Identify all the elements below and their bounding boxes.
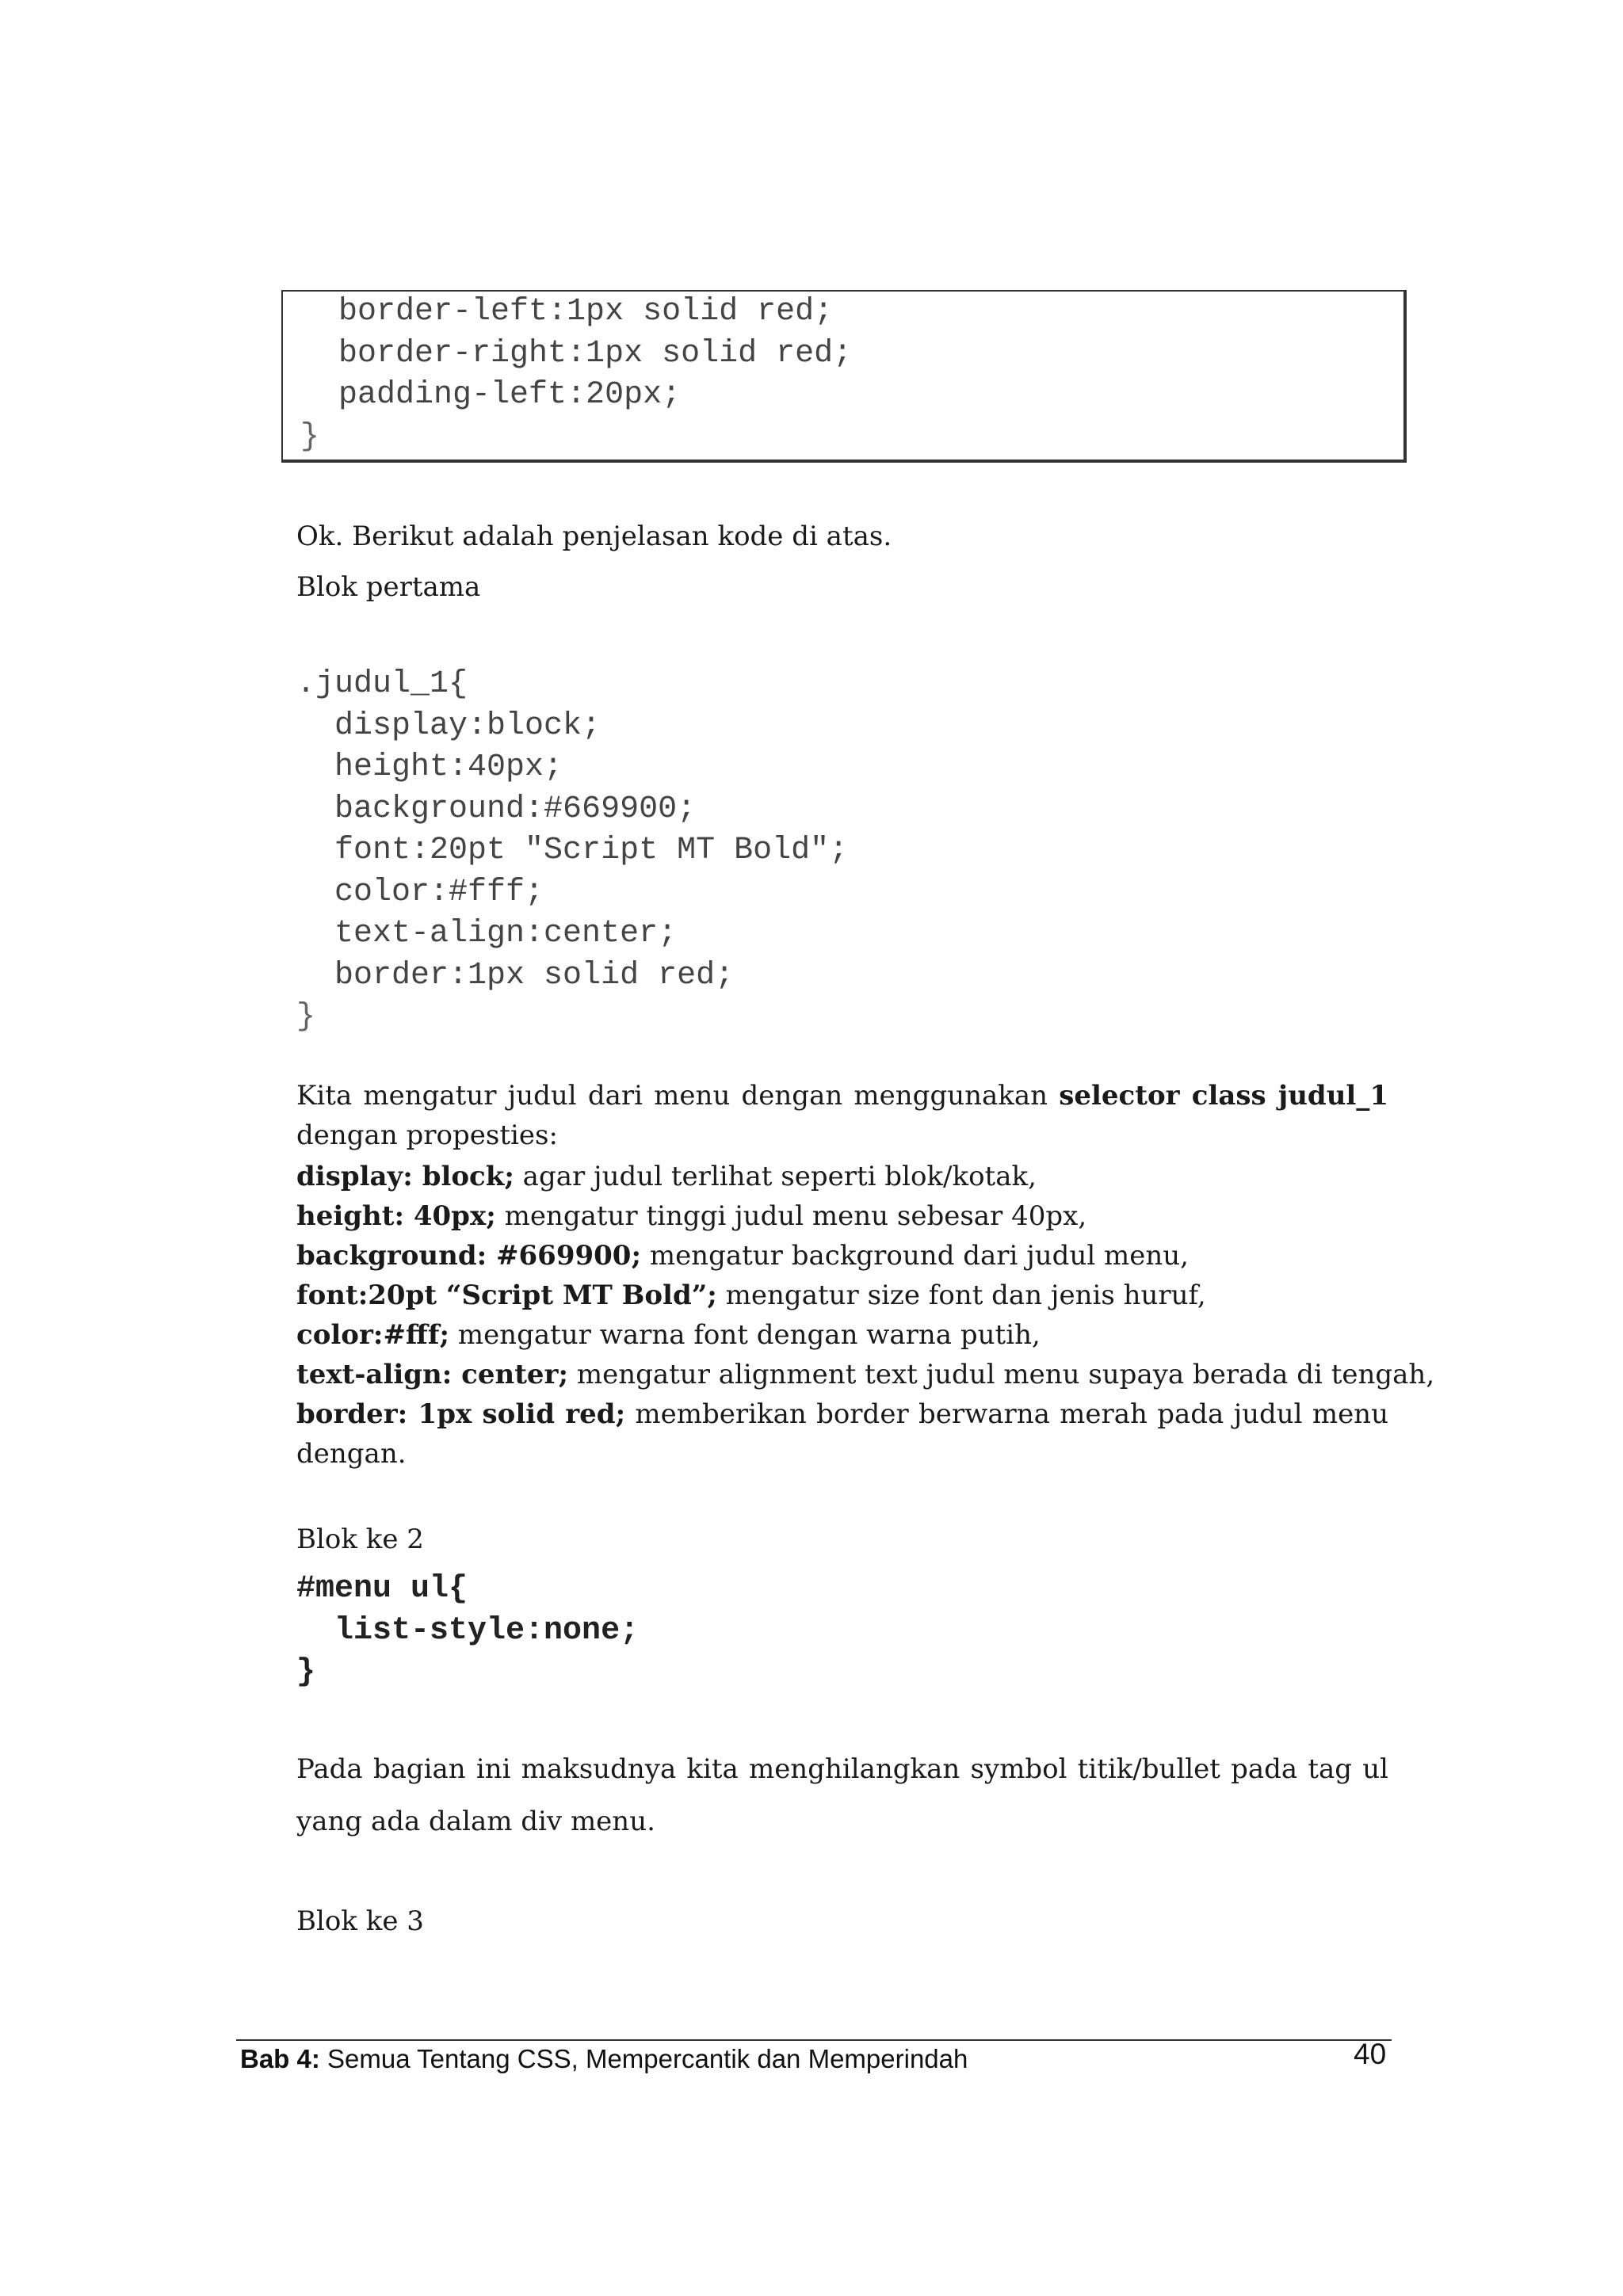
block1-description bbox=[296, 1076, 1388, 1155]
code-line: height:40px; bbox=[296, 749, 563, 785]
intro-text: Ok. Berikut adalah penjelasan kode di atas. bbox=[296, 521, 892, 552]
property-key: border: 1px solid red; bbox=[296, 1398, 626, 1430]
property-text: mengatur alignment text judul menu supaya berada di tengah, bbox=[568, 1359, 1435, 1390]
property-list bbox=[296, 1157, 1435, 1474]
block2-code bbox=[296, 1569, 639, 1694]
block3-heading: Blok ke 3 bbox=[296, 1905, 424, 1937]
property-key: text-align: center; bbox=[296, 1359, 569, 1390]
desc-text: dengan propesties: bbox=[296, 1119, 558, 1151]
block1-code bbox=[296, 664, 848, 1039]
code-line: display:block; bbox=[296, 707, 601, 744]
property-item-continuation: dengan. bbox=[296, 1438, 407, 1470]
property-text: agar judul terlihat seperti blok/kotak, bbox=[514, 1161, 1037, 1192]
footer-chapter-label: Bab 4: bbox=[240, 2044, 320, 2073]
code-line: list-style:none; bbox=[296, 1612, 640, 1649]
desc-text: Kita mengatur judul dari menu dengan menggunakan bbox=[296, 1080, 1060, 1112]
code-line: .judul_1{ bbox=[296, 666, 468, 702]
block2-description: Pada bagian ini maksudnya kita menghilangkan symbol titik/bullet pada tag ul yang ada dalam div menu. bbox=[296, 1753, 1388, 1837]
property-item bbox=[296, 1394, 1388, 1434]
code-snippet bbox=[300, 292, 1403, 458]
property-key: display: block; bbox=[296, 1161, 514, 1192]
page-number: 40 bbox=[1354, 2038, 1387, 2070]
code-snippet-box bbox=[281, 290, 1407, 463]
block2-heading: Blok ke 2 bbox=[296, 1524, 424, 1555]
property-key: background: #669900; bbox=[296, 1240, 642, 1272]
code-line: border:1px solid red; bbox=[296, 957, 735, 994]
code-line: background:#669900; bbox=[296, 791, 697, 827]
code-line: #menu ul{ bbox=[296, 1571, 468, 1607]
footer-divider bbox=[236, 2039, 1392, 2041]
footer-chapter bbox=[240, 2044, 968, 2074]
property-item bbox=[296, 1157, 1388, 1196]
code-line: padding-left:20px; bbox=[300, 377, 682, 413]
desc-bold: selector class judul_1 bbox=[1059, 1080, 1388, 1112]
property-key: color:#fff; bbox=[296, 1319, 450, 1351]
footer-chapter-title: Semua Tentang CSS, Mempercantik dan Memperindah bbox=[319, 2044, 968, 2073]
property-item bbox=[296, 1196, 1388, 1236]
code-line: text-align:center; bbox=[296, 916, 678, 952]
code-line: } bbox=[300, 418, 320, 455]
property-text: mengatur size font dan jenis huruf, bbox=[716, 1280, 1206, 1311]
property-item bbox=[296, 1355, 1435, 1394]
code-line: font:20pt "Script MT Bold"; bbox=[296, 833, 849, 868]
property-item bbox=[296, 1276, 1388, 1315]
block1-heading: Blok pertama bbox=[296, 571, 481, 603]
code-line: border-left:1px solid red; bbox=[300, 294, 834, 330]
property-text: memberikan border berwarna merah pada judul menu bbox=[625, 1398, 1388, 1430]
property-item bbox=[296, 1315, 1388, 1355]
code-line: } bbox=[296, 1654, 316, 1690]
code-line: } bbox=[296, 999, 316, 1035]
property-text: mengatur warna font dengan warna putih, bbox=[449, 1319, 1041, 1351]
property-item bbox=[296, 1236, 1388, 1276]
property-key: font:20pt “Script MT Bold”; bbox=[296, 1280, 717, 1311]
code-line: color:#fff; bbox=[296, 874, 544, 910]
code-line: border-right:1px solid red; bbox=[300, 335, 853, 372]
property-text: mengatur tinggi judul menu sebesar 40px, bbox=[495, 1200, 1087, 1232]
property-key: height: 40px; bbox=[296, 1200, 496, 1232]
property-text: mengatur background dari judul menu, bbox=[641, 1240, 1189, 1272]
